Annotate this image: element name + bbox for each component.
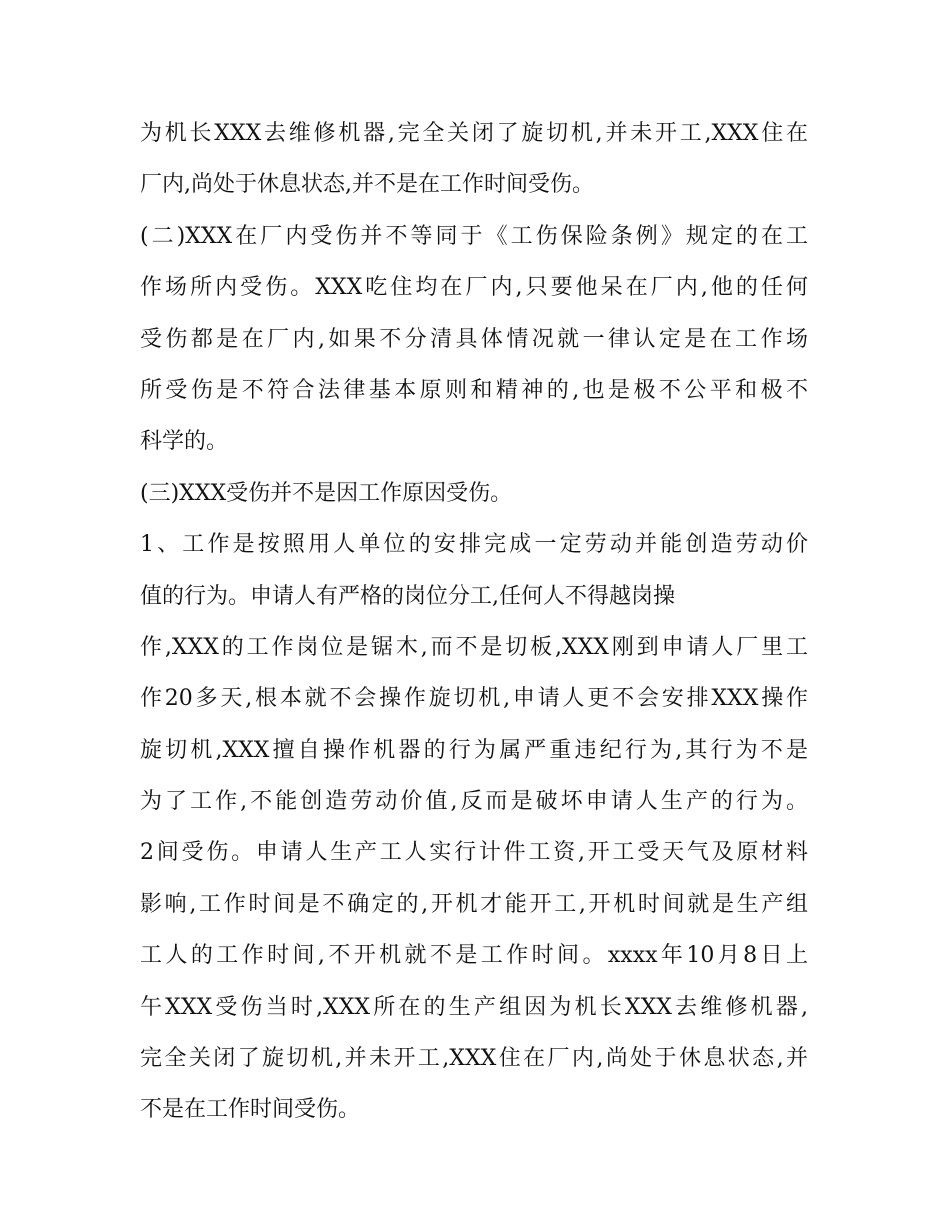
text-line: 受伤都是在厂内,如果不分清具体情况就一律认定是在工作场 <box>140 326 808 352</box>
text-line: 1、工作是按照用人单位的安排完成一定劳动并能创造劳动价 <box>140 532 808 558</box>
text-line: 厂内,尚处于休息状态,并不是在工作时间受伤。 <box>140 172 594 198</box>
text-line: 工人的工作时间,不开机就不是工作时间。xxxx年10月8日上 <box>140 943 808 969</box>
text-line: 为机长XXX去维修机器,完全关闭了旋切机,并未开工,XXX住在 <box>140 121 808 146</box>
text-line: 2间受伤。申请人生产工人实行计件工资,开工受天气及原材料 <box>140 840 808 866</box>
document-body <box>140 108 820 1136</box>
text-line: 影响,工作时间是不确定的,开机才能开工,开机时间就是生产组 <box>140 891 808 917</box>
text-line: 完全关闭了旋切机,并未开工,XXX住在厂内,尚处于休息状态,并 <box>140 1046 808 1072</box>
text-line: 午XXX受伤当时,XXX所在的生产组因为机长XXX去维修机器, <box>140 994 808 1020</box>
text-line: 作场所内受伤。XXX吃住均在厂内,只要他呆在厂内,他的任何 <box>140 275 808 301</box>
text-line: 科学的。 <box>140 429 229 455</box>
text-line: 值的行为。申请人有严格的岗位分工,任何人不得越岗操 <box>140 583 675 609</box>
text-line: 作20多天,根本就不会操作旋切机,申请人更不会安排XXX操作 <box>140 686 808 712</box>
text-line: 所受伤是不符合法律基本原则和精神的,也是极不公平和极不 <box>140 377 808 403</box>
text-line: 为了工作,不能创造劳动价值,反而是破坏申请人生产的行为。 <box>140 789 808 815</box>
text-line: (三)XXX受伤并不是因工作原因受伤。 <box>140 480 513 506</box>
text-line: (二)XXX在厂内受伤并不等同于《工伤保险条例》规定的在工 <box>140 223 808 249</box>
text-line: 作,XXX的工作岗位是锯木,而不是切板,XXX刚到申请人厂里工 <box>140 634 808 660</box>
text-line: 不是在工作时间受伤。 <box>140 1097 361 1123</box>
text-line: 旋切机,XXX擅自操作机器的行为属严重违纪行为,其行为不是 <box>140 737 808 763</box>
